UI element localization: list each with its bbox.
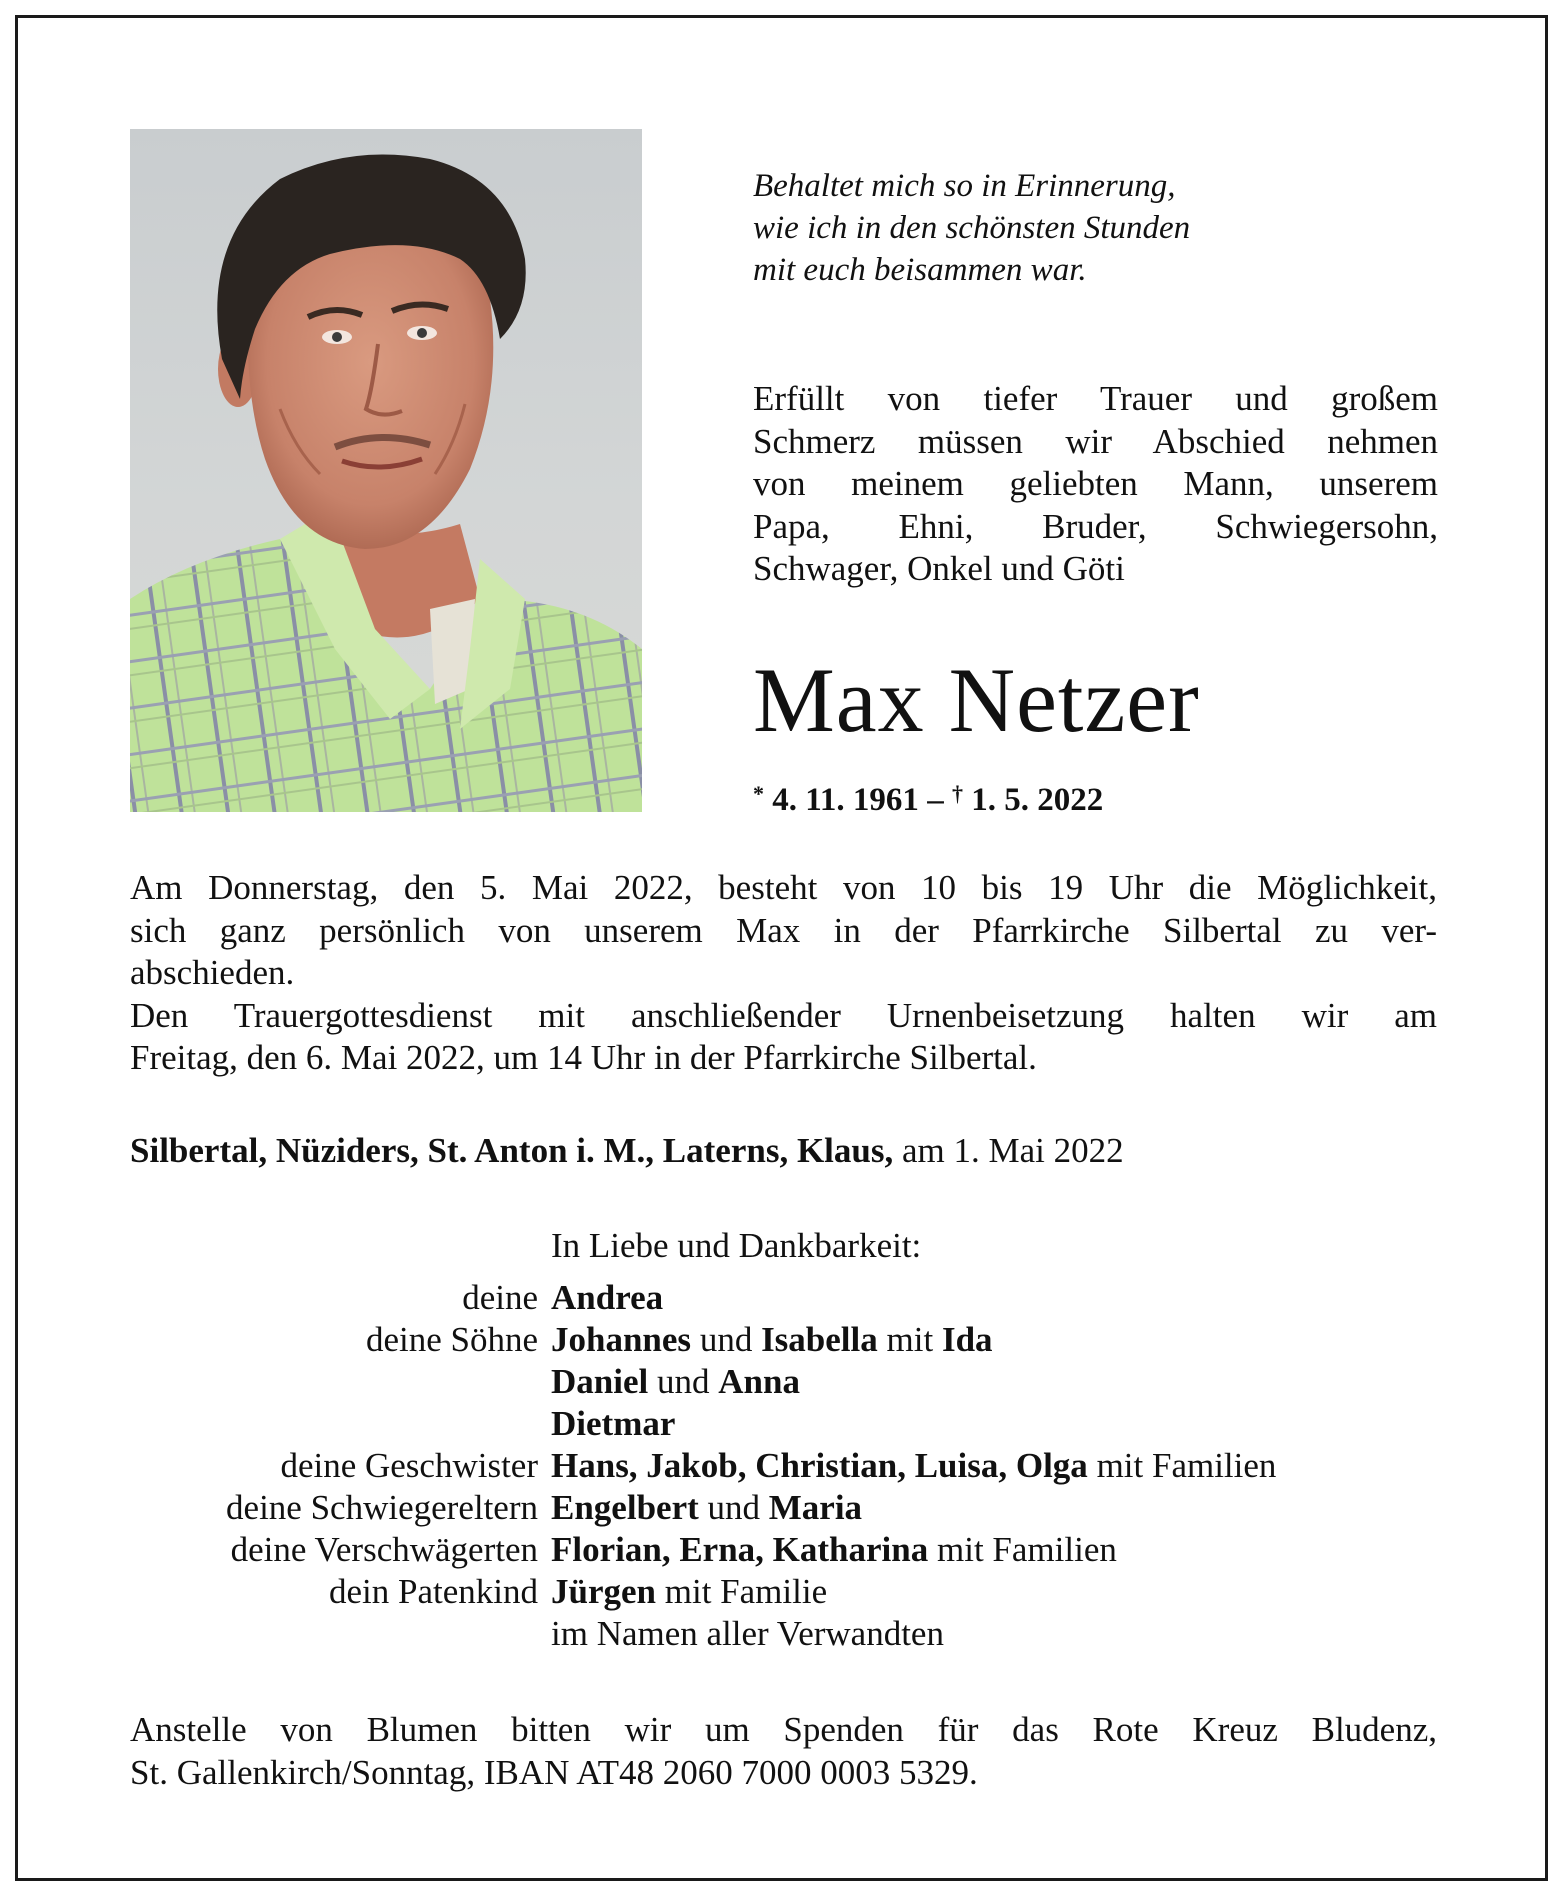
life-dates xyxy=(753,773,1103,821)
mourner-row xyxy=(130,1613,1276,1655)
death-symbol: † xyxy=(951,781,963,806)
mourner-names xyxy=(551,1529,1117,1571)
donation-line: Anstelle von Blumen bitten wir um Spenden für das Rote Kreuz Bludenz, xyxy=(130,1710,1437,1749)
mourner-relation xyxy=(130,1361,551,1403)
mourner-name: Andrea xyxy=(551,1278,664,1317)
mourner-connector: und xyxy=(691,1320,762,1359)
donation-paragraph xyxy=(130,1709,1437,1794)
birth-date: 4. 11. 1961 xyxy=(772,782,919,818)
mourner-name: Hans, Jakob, Christian, Luisa, Olga xyxy=(551,1446,1088,1485)
mourner-relation: deine xyxy=(462,1278,538,1317)
quote-line: wie ich in den schönsten Stunden xyxy=(753,210,1191,246)
mourner-relation: deine Schwiegereltern xyxy=(226,1488,538,1527)
mourner-connector: mit Familien xyxy=(1087,1446,1277,1485)
mourner-name: Maria xyxy=(768,1488,863,1527)
mourner-names xyxy=(551,1277,663,1319)
mourner-names xyxy=(551,1403,675,1445)
mourner-connector: mit Familie xyxy=(656,1572,828,1611)
mourner-connector: im Namen aller Verwandten xyxy=(551,1614,944,1653)
announcement-paragraph xyxy=(130,867,1437,1080)
mourner-row xyxy=(130,1403,1276,1445)
mourner-connector: und xyxy=(698,1488,769,1527)
announcement-line: Freitag, den 6. Mai 2022, um 14 Uhr in der Pfarrkirche Silbertal. xyxy=(130,1038,1037,1077)
quote-line: mit euch beisammen war. xyxy=(753,252,1087,288)
intro-line: Schmerz müssen wir Abschied nehmen xyxy=(753,421,1438,461)
mourner-relation: dein Patenkind xyxy=(329,1572,538,1611)
intro-line: Schwager, Onkel und Göti xyxy=(753,549,1125,588)
mourner-relation: deine Geschwister xyxy=(280,1446,538,1485)
intro-line: Erfüllt von tiefer Trauer und großem xyxy=(753,379,1438,418)
mourner-row xyxy=(130,1571,1276,1613)
mourner-name: Jürgen xyxy=(551,1572,656,1611)
date-dash: – xyxy=(927,782,944,818)
mourner-name: Florian, Erna, Katharina xyxy=(551,1530,929,1569)
birth-symbol: * xyxy=(753,781,764,806)
mourner-row xyxy=(130,1277,1276,1319)
mourner-names xyxy=(551,1487,862,1529)
mourner-connector: und xyxy=(648,1362,719,1401)
portrait-photo xyxy=(130,129,642,812)
announcement-line: Am Donnerstag, den 5. Mai 2022, besteht von 10 bis 19 Uhr die Möglichkeit, xyxy=(130,868,1437,907)
mourner-names xyxy=(551,1571,827,1613)
announcement-date: am 1. Mai 2022 xyxy=(901,1131,1124,1170)
mourner-relation xyxy=(130,1613,551,1655)
donation-line: St. Gallenkirch/Sonntag, IBAN AT48 2060 7000 0003 5329. xyxy=(130,1752,978,1792)
intro-line: Papa, Ehni, Bruder, Schwiegersohn, xyxy=(753,506,1438,546)
portrait-illustration xyxy=(130,129,642,812)
mourner-row xyxy=(130,1361,1276,1403)
quote-line: Behaltet mich so in Erinnerung, xyxy=(753,168,1176,204)
mourner-row xyxy=(130,1487,1276,1529)
place-date-line xyxy=(130,1130,1124,1172)
announcement-line: sich ganz persönlich von unserem Max in der Pfarrkirche Silbertal zu ver- xyxy=(130,910,1437,950)
mourner-names xyxy=(551,1319,993,1361)
intro-paragraph xyxy=(753,378,1438,591)
mourner-name: Isabella xyxy=(761,1320,878,1359)
death-date: 1. 5. 2022 xyxy=(971,782,1104,818)
mourner-name: Daniel xyxy=(551,1362,649,1401)
mourner-relation xyxy=(130,1403,551,1445)
mourners-list xyxy=(130,1277,1276,1655)
deceased-name: Max Netzer xyxy=(753,649,1200,751)
mourner-relation: deine Verschwägerten xyxy=(230,1530,538,1569)
mourner-name: Anna xyxy=(718,1362,800,1401)
announcement-line: abschieden. xyxy=(130,953,295,992)
places: Silbertal, Nüziders, St. Anton i. M., Laterns, Klaus, xyxy=(130,1131,894,1170)
memorial-quote xyxy=(753,165,1190,291)
announcement-line: Den Trauergottesdienst mit anschließender Urnenbeisetzung halten wir am xyxy=(130,995,1437,1035)
mourner-name: Engelbert xyxy=(551,1488,699,1527)
mourner-relation: deine Söhne xyxy=(365,1320,538,1359)
mourner-row xyxy=(130,1319,1276,1361)
mourner-names xyxy=(551,1361,800,1403)
mourner-name: Ida xyxy=(941,1320,993,1359)
mourner-names xyxy=(551,1445,1276,1487)
mourner-connector: mit xyxy=(877,1320,942,1359)
mourner-name: Johannes xyxy=(551,1320,692,1359)
mourners-heading: In Liebe und Dankbarkeit: xyxy=(551,1226,922,1265)
mourner-row xyxy=(130,1529,1276,1571)
mourner-name: Dietmar xyxy=(551,1404,676,1443)
mourner-names xyxy=(551,1613,944,1655)
intro-line: von meinem geliebten Mann, unserem xyxy=(753,464,1438,503)
mourner-row xyxy=(130,1445,1276,1487)
mourner-connector: mit Familien xyxy=(928,1530,1117,1569)
